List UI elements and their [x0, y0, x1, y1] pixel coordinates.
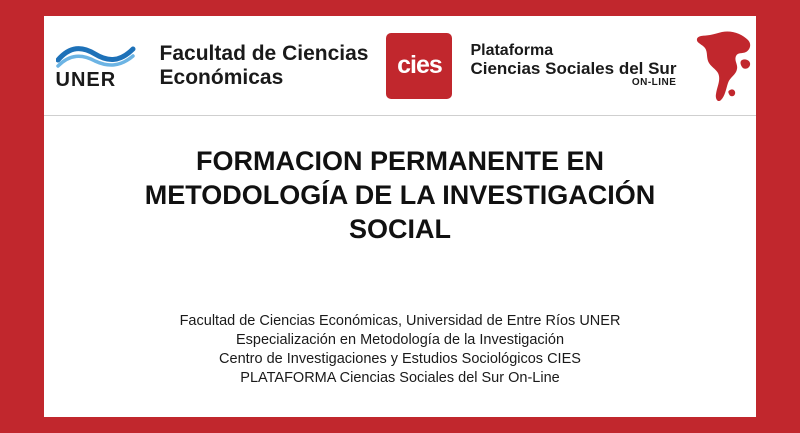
- faculty-name-line2: Económicas: [159, 65, 284, 89]
- page-title-line2: METODOLOGÍA DE LA INVESTIGACIÓN: [144, 180, 656, 210]
- slide-content: [44, 16, 756, 417]
- faculty-name: [160, 42, 369, 90]
- wave-icon: [56, 42, 136, 68]
- faculty-name-line1: Facultad de Ciencias: [159, 41, 369, 65]
- slide-border-right: [756, 0, 800, 433]
- plataforma-line3: ON-LINE: [631, 76, 677, 88]
- logo-row: [56, 30, 755, 102]
- plataforma-wordmark: [470, 43, 676, 88]
- subtitle-line1: Facultad de Ciencias Económicas, Universidad de Entre Ríos UNER: [179, 313, 621, 329]
- slide-border-left: [0, 0, 44, 433]
- slide-border-bottom: [0, 417, 800, 433]
- subtitle-line2: Especialización en Metodología de la Investigación: [235, 332, 565, 348]
- slide-border-top: [0, 0, 800, 16]
- uner-logo: [56, 42, 142, 90]
- south-america-map-icon: [692, 30, 754, 102]
- logo-header: [44, 16, 756, 116]
- subtitle-block: [44, 312, 756, 388]
- page-title-line3: SOCIAL: [348, 214, 451, 244]
- page-title-line1: FORMACION PERMANENTE EN: [195, 146, 604, 176]
- uner-acronym: UNER: [55, 68, 117, 91]
- plataforma-line1: Plataforma: [470, 41, 554, 59]
- cies-logo: [386, 33, 452, 99]
- plataforma-line2: Ciencias Sociales del Sur: [470, 58, 677, 78]
- subtitle-line4: PLATAFORMA Ciencias Sociales del Sur On-Line: [240, 370, 560, 386]
- cies-label: cies: [397, 51, 442, 79]
- subtitle-line3: Centro de Investigaciones y Estudios Sociológicos CIES: [219, 351, 581, 367]
- page-title: [44, 144, 756, 246]
